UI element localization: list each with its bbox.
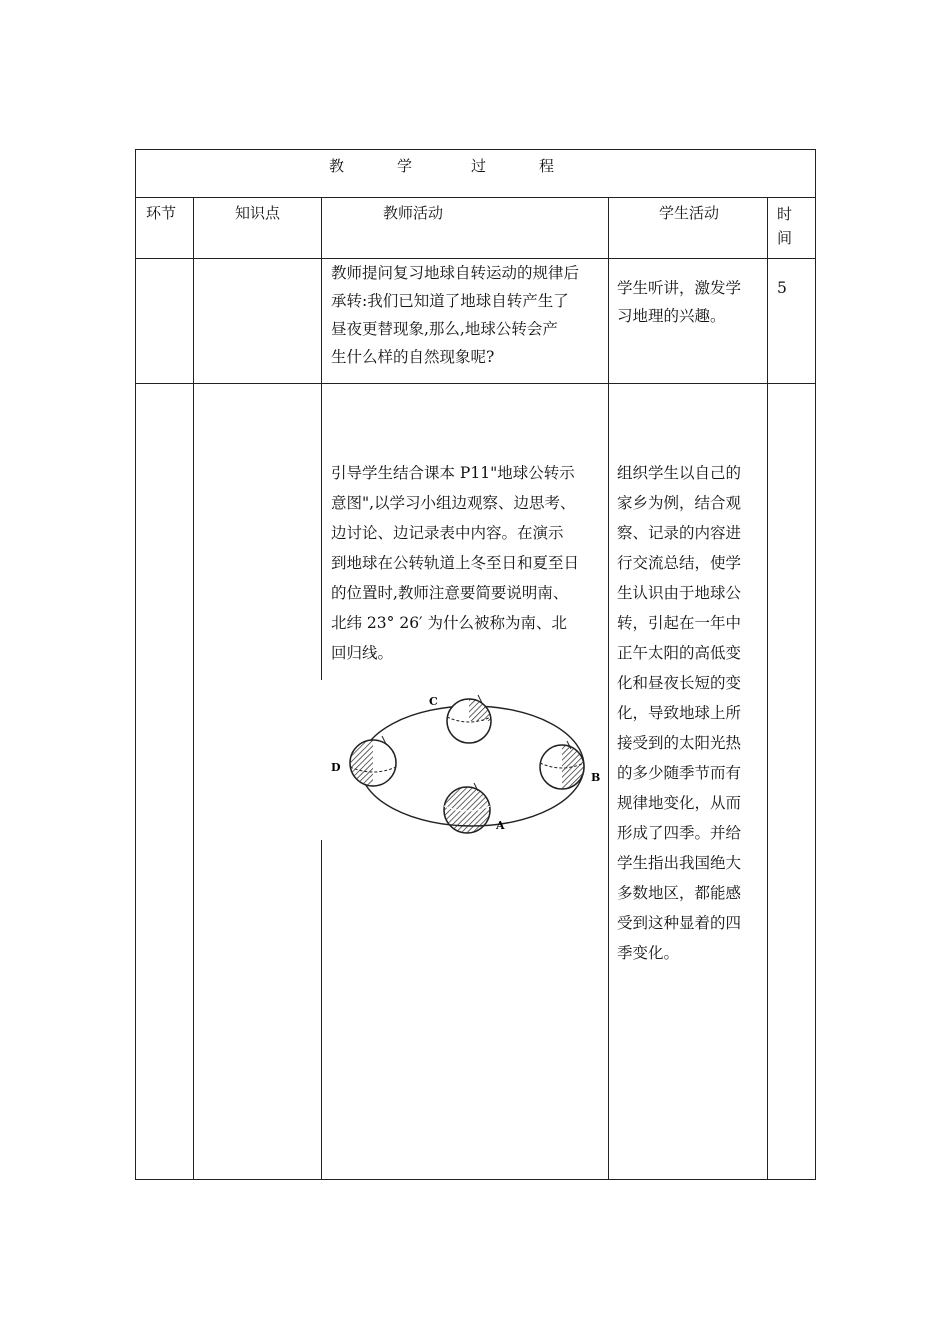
earth-position-c	[447, 695, 491, 743]
row1-teacher-activity	[331, 259, 606, 371]
text-line: 到地球在公转轨道上冬至日和夏至日	[331, 554, 580, 572]
text-line: 边讨论、边记录表中内容。在演示	[331, 524, 564, 542]
column-divider	[321, 197, 322, 680]
text-line: 正午太阳的高低变	[617, 644, 742, 662]
column-divider	[321, 840, 322, 1180]
earth-position-b	[540, 741, 584, 789]
text-line: 化和昼夜长短的变	[617, 674, 742, 692]
row-divider	[135, 383, 816, 384]
row2-teacher-activity	[331, 458, 606, 668]
diagram-label-a: A	[496, 819, 505, 832]
text-line: 季变化。	[617, 944, 680, 962]
text-line: 多数地区，都能感	[617, 884, 742, 902]
header-section: 环节	[146, 204, 177, 222]
column-divider	[193, 197, 194, 1180]
row1-time: 5	[777, 279, 787, 297]
header-student-activity: 学生活动	[659, 204, 720, 222]
text-line: 的多少随季节而有	[617, 764, 742, 782]
earth-position-d	[350, 736, 396, 786]
row-divider	[135, 197, 816, 198]
text-line: 规律地变化，从而	[617, 794, 742, 812]
column-divider	[608, 197, 609, 1180]
text-line: 的位置时,教师注意要简要说明南、	[331, 584, 569, 602]
text-line: 组织学生以自己的	[617, 464, 742, 482]
header-teacher-activity: 教师活动	[383, 204, 444, 222]
text-line: 承转:我们已知道了地球自转产生了	[331, 292, 569, 310]
text-line: 接受到的太阳光热	[617, 734, 742, 752]
header-time-line: 间	[777, 229, 793, 247]
text-line: 受到这种显着的四	[617, 914, 742, 932]
text-line: 学生听讲，激发学	[617, 279, 742, 297]
text-line: 北纬 23° 26′ 为什么被称为南、北	[331, 614, 567, 632]
text-line: 回归线。	[331, 644, 394, 662]
title-char: 过	[471, 157, 487, 175]
text-line: 引导学生结合课本 P11"地球公转示	[331, 464, 575, 482]
text-line: 生认识由于地球公	[617, 584, 742, 602]
header-knowledge: 知识点	[235, 204, 281, 222]
text-line: 昼夜更替现象,那么,地球公转会产	[331, 320, 558, 338]
header-time	[777, 202, 792, 250]
text-line: 生什么样的自然现象呢?	[331, 348, 495, 366]
text-line: 学生指出我国绝大	[617, 854, 742, 872]
diagram-label-b: B	[591, 771, 601, 784]
row1-student-activity	[617, 274, 765, 330]
text-line: 察、记录的内容进	[617, 524, 742, 542]
title-char: 学	[397, 157, 413, 175]
row2-student-activity	[617, 458, 765, 968]
earth-position-a	[444, 783, 490, 833]
text-line: 意图",以学习小组边观察、边思考、	[331, 494, 576, 512]
text-line: 教师提问复习地球自转运动的规律后	[331, 264, 580, 282]
text-line: 化，导致地球上所	[617, 704, 742, 722]
text-line: 习地理的兴趣。	[617, 307, 726, 325]
column-divider	[767, 197, 768, 1180]
text-line: 行交流总结，使学	[617, 554, 742, 572]
diagram-label-d: D	[331, 761, 341, 774]
title-char: 程	[539, 157, 555, 175]
text-line: 转，引起在一年中	[617, 614, 742, 632]
text-line: 形成了四季。并给	[617, 824, 742, 842]
earth-orbit-diagram	[322, 683, 608, 839]
title-char: 教	[329, 157, 345, 175]
diagram-label-c: C	[429, 695, 438, 708]
header-time-line: 时	[777, 205, 793, 223]
text-line: 家乡为例，结合观	[617, 494, 742, 512]
